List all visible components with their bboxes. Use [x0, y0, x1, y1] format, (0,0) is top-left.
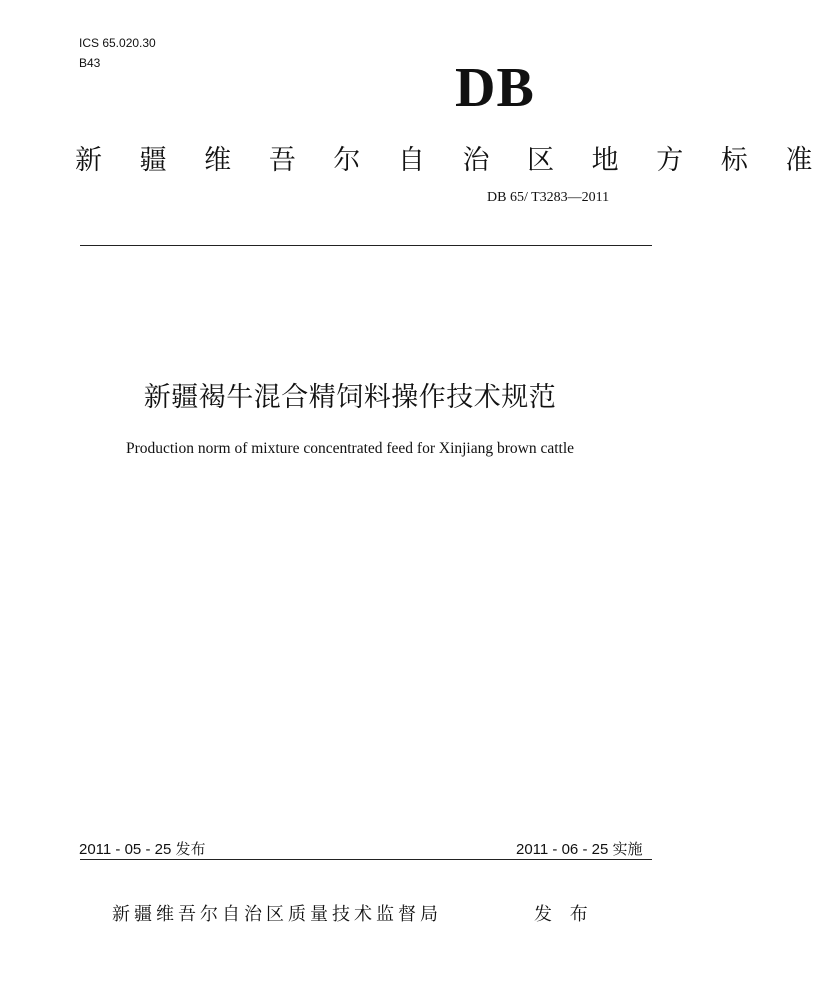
document-title-chinese: 新疆褐牛混合精饲料操作技术规范: [143, 382, 557, 413]
standard-type-heading: 新 疆 维 吾 尔 自 治 区 地 方 标 准: [75, 145, 827, 176]
issuing-authority: 新疆维吾尔自治区质量技术监督局: [112, 904, 442, 925]
implementation-date: 2011 - 06 - 25 实施: [516, 841, 643, 858]
issue-date: 2011 - 05 - 25 发布: [79, 841, 206, 858]
classification-code: B43: [79, 56, 101, 70]
bottom-divider: [80, 859, 652, 860]
ics-code: ICS 65.020.30: [79, 36, 156, 50]
top-divider: [80, 245, 652, 246]
publish-label: 发 布: [534, 904, 594, 925]
db-logo: DB: [455, 57, 535, 119]
standard-number: DB 65/ T3283—2011: [487, 190, 610, 205]
document-title-english: Production norm of mixture concentrated feed for Xinjiang brown cattle: [125, 440, 575, 457]
